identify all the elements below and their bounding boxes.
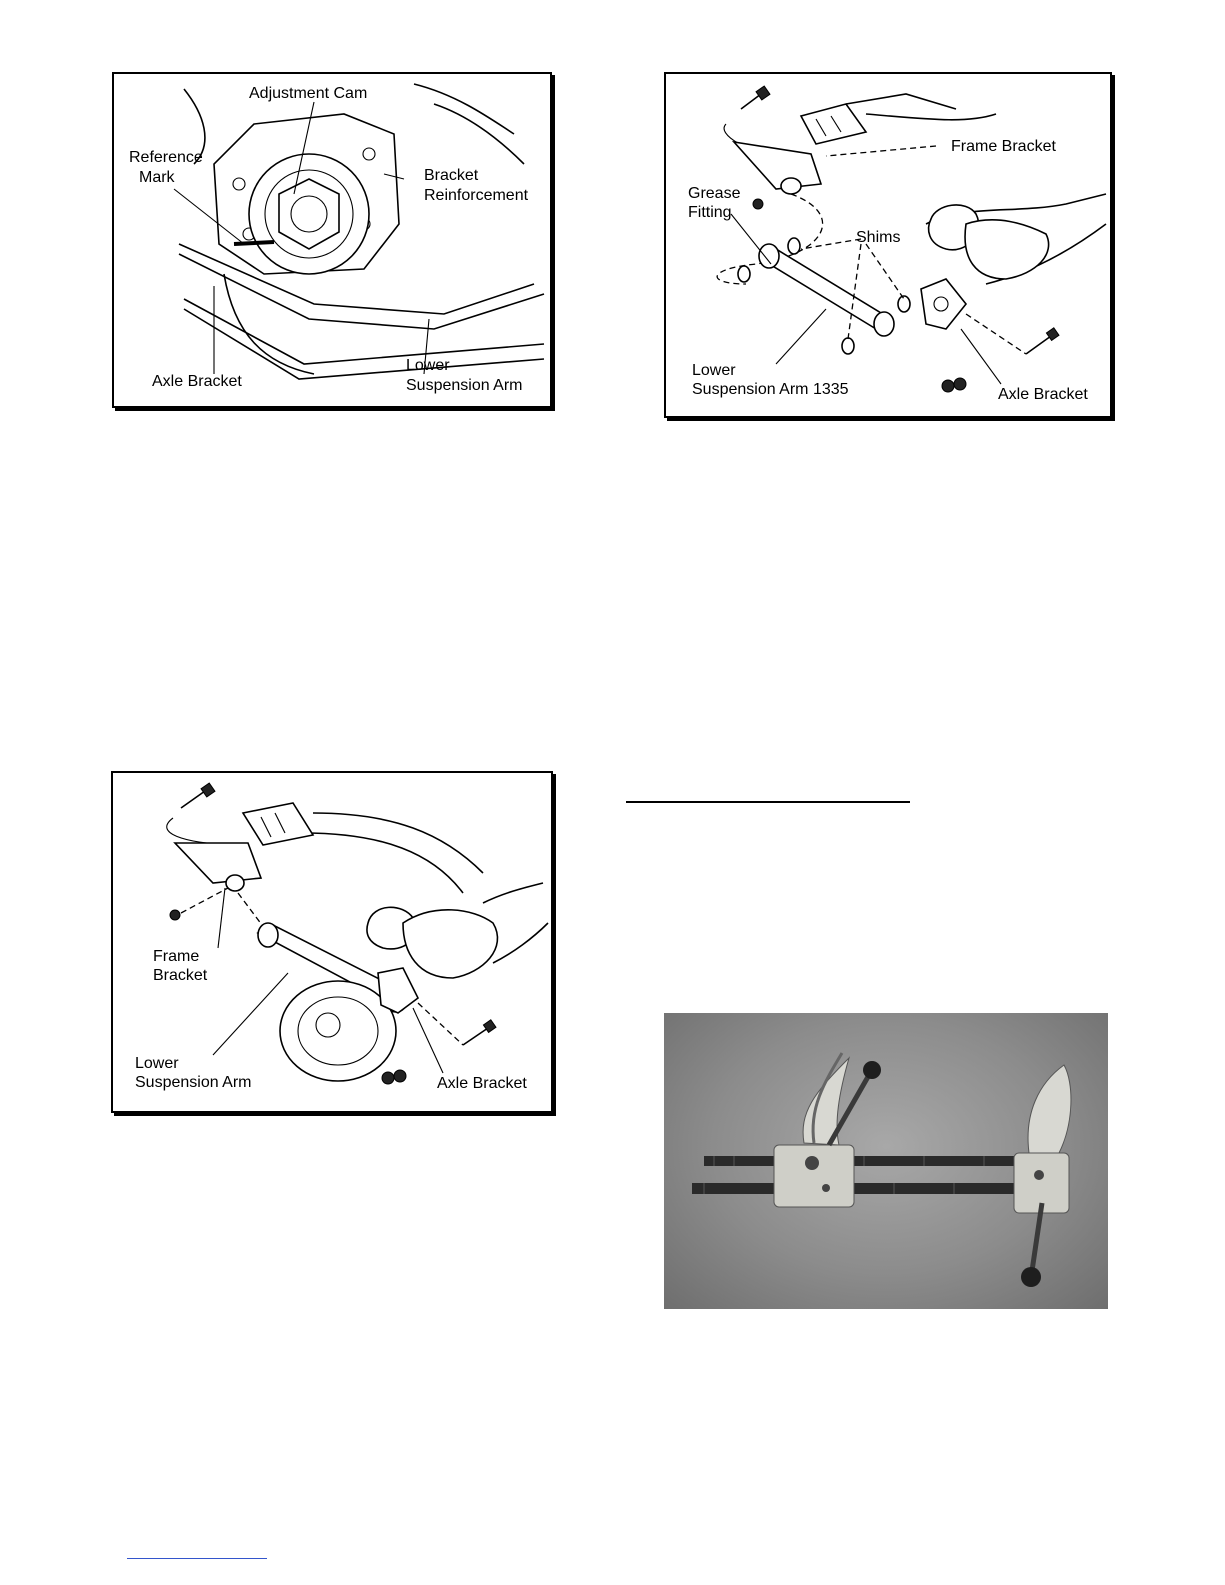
label-grease-fitting: Grease <box>688 185 741 202</box>
label-lower-suspension-arm: Lower <box>406 357 450 374</box>
label-reference-mark: Reference <box>129 149 203 166</box>
label-frame-bracket: Frame <box>153 948 200 965</box>
label-bracket-reinforcement-2: Reinforcement <box>424 187 529 204</box>
arm-exploded-drawing <box>113 773 551 1111</box>
photo-bushing-press-tool <box>664 1013 1108 1309</box>
label-frame-bracket: Frame Bracket <box>951 138 1056 155</box>
label-adjustment-cam: Adjustment Cam <box>249 85 368 102</box>
arm-exploded-shims-drawing <box>666 74 1110 416</box>
label-reference-mark-2: Mark <box>139 169 175 186</box>
label-shims: Shims <box>856 229 901 246</box>
figure-arm-exploded <box>111 771 553 1113</box>
label-lower-suspension-arm: Lower <box>135 1055 179 1072</box>
label-lower-suspension-arm-2: Suspension Arm <box>406 377 523 394</box>
footnote-separator <box>127 1558 267 1559</box>
adjustment-cam-drawing <box>114 74 550 406</box>
label-axle-bracket: Axle Bracket <box>152 373 242 390</box>
figure-arm-exploded-shims <box>664 72 1112 418</box>
label-lower-suspension-arm-2: Suspension Arm <box>135 1074 252 1091</box>
heading-underline <box>626 801 910 803</box>
label-axle-bracket: Axle Bracket <box>437 1075 527 1092</box>
label-grease-fitting-2: Fitting <box>688 204 732 221</box>
label-frame-bracket-2: Bracket <box>153 967 208 984</box>
press-tool-image <box>664 1013 1108 1309</box>
label-bracket-reinforcement: Bracket <box>424 167 479 184</box>
label-lower-suspension-arm: Lower <box>692 362 736 379</box>
label-lower-suspension-arm-2: Suspension Arm 1335 <box>692 381 849 398</box>
label-axle-bracket: Axle Bracket <box>998 386 1088 403</box>
figure-adjustment-cam <box>112 72 552 408</box>
